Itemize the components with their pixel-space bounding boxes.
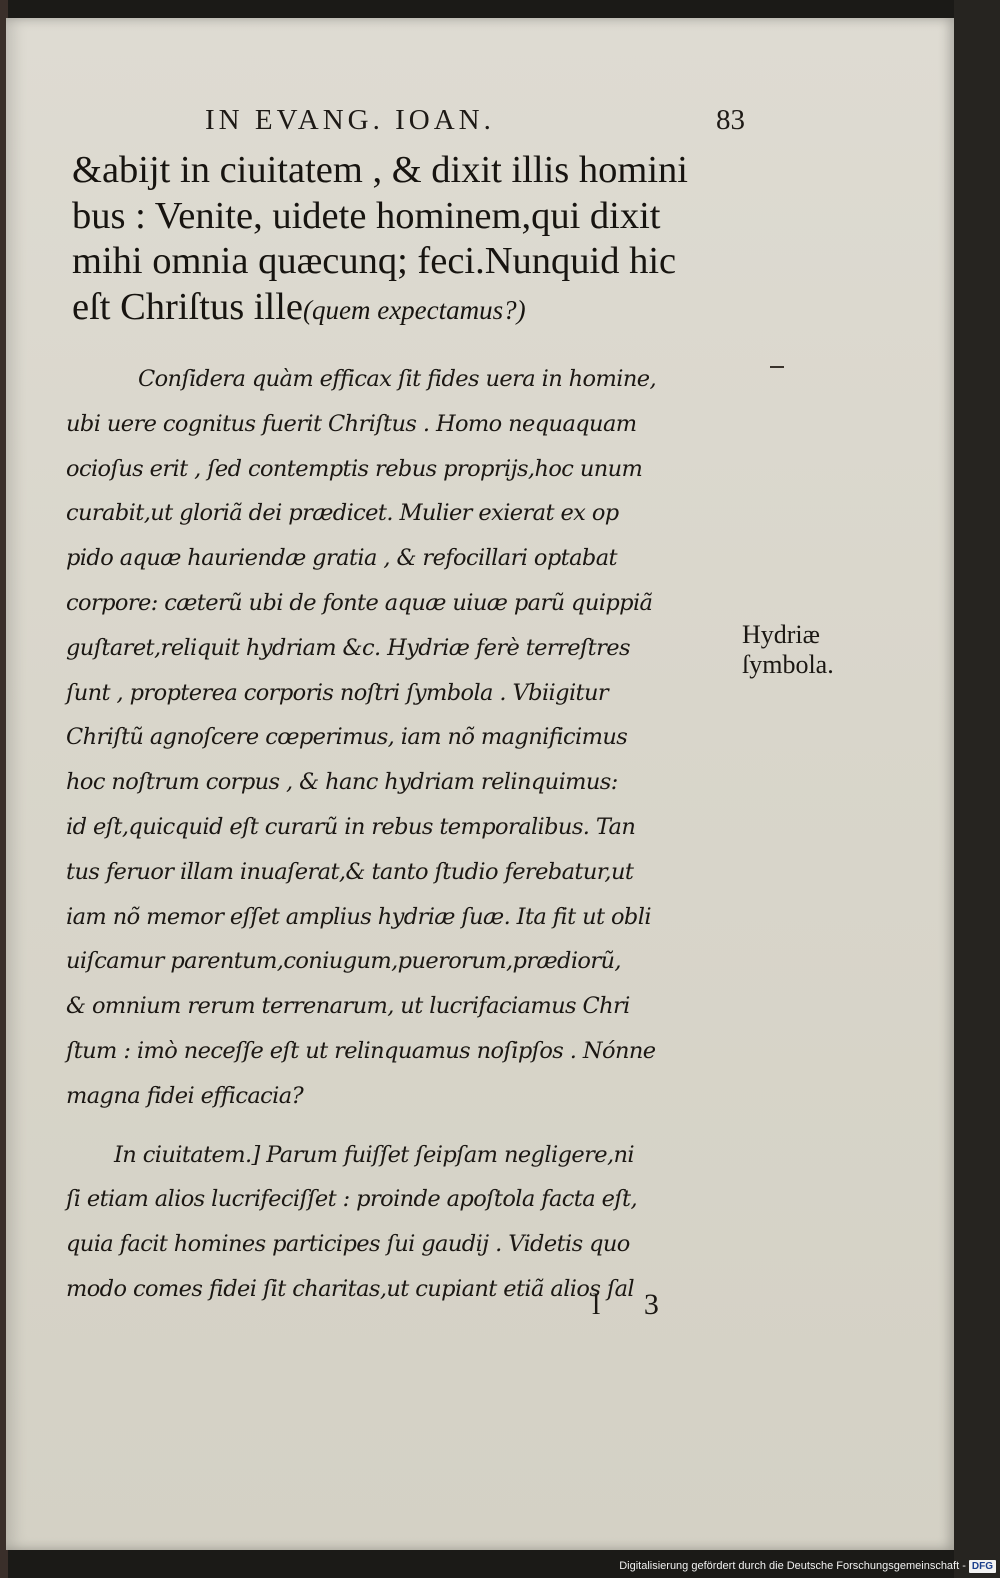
commentary-line: ſunt , propterea corporis noſtri ſymbola . Vbiigitur xyxy=(66,679,609,706)
signature-mark: l 3 xyxy=(592,1288,677,1321)
commentary-line: Conſidera quàm efficax ſit fides uera in homine, xyxy=(138,366,656,392)
commentary-line: & omnium rerum terrenarum, ut lucrifaciamus Chri xyxy=(66,993,630,1020)
marginal-dash xyxy=(770,366,784,368)
book-edge xyxy=(954,0,1000,1578)
commentary-line: ſi etiam alios lucrifeciſſet : proinde apoſtola facta eſt, xyxy=(66,1186,638,1213)
verse-line-last xyxy=(72,285,752,331)
digitization-credit xyxy=(619,1556,996,1576)
scripture-verse xyxy=(72,148,752,330)
verse-text: eſt Chriſtus ille xyxy=(72,285,303,328)
commentary-line: hoc noſtrum corpus , & hanc hydriam relinquimus: xyxy=(66,769,618,796)
commentary-text xyxy=(66,357,746,1312)
commentary-line: magna fidei efficacia? xyxy=(66,1082,304,1109)
commentary-line: modo comes fidei ſit charitas,ut cupiant etiã alios ſal xyxy=(66,1275,634,1302)
marginal-note xyxy=(742,620,882,680)
commentary-line: guſtaret,reliquit hydriam &c. Hydriæ ferè terreſtres xyxy=(66,634,630,661)
commentary-line: In ciuitatem.] Parum fuiſſet ſeipſam negligere,ni xyxy=(114,1141,635,1168)
verse-line: &abijt in ciuitatem , & dixit illis homini xyxy=(72,149,688,191)
verse-italic-insert: (quem expectamus?) xyxy=(302,294,526,325)
credit-text: Digitalisierung gefördert durch die Deutsche Forschungsgemeinschaft - xyxy=(619,1560,966,1572)
commentary-line: iam nõ memor eſſet amplius hydriæ ſuæ. Ita fit ut obli xyxy=(66,903,651,930)
commentary-line: pido aquæ hauriendæ gratia , & refocillari optabat xyxy=(66,545,617,572)
dfg-logo: DFG xyxy=(969,1560,996,1573)
commentary-line: curabit,ut gloriã dei prædicet. Mulier exierat ex op xyxy=(66,500,619,527)
folio-number: 83 xyxy=(716,104,745,136)
running-title: IN EVANG. IOAN. xyxy=(205,104,495,136)
verse-line: bus : Venite, uidete hominem,qui dixit xyxy=(72,194,661,237)
commentary-line: Chriſtũ agnoſcere cœperimus, iam nõ magnificimus xyxy=(66,724,628,751)
commentary-line: ocioſus erit , ſed contemptis rebus proprijs,hoc unum xyxy=(66,455,643,482)
marginal-note-line: Hydriæ xyxy=(742,620,820,649)
commentary-line: corpore: cæterũ ubi de fonte aquæ uiuæ parũ quippiã xyxy=(66,589,653,616)
commentary-line: quia facit homines participes ſui gaudij . Videtis quo xyxy=(66,1231,630,1258)
commentary-line: ſtum : imò neceſſe eſt ut relinquamus noſipſos . Nónne xyxy=(66,1037,656,1064)
commentary-line: id eſt,quicquid eſt curarũ in rebus temporalibus. Tan xyxy=(66,813,636,840)
verse-line: mihi omnia quæcunq; feci.Nunquid hic xyxy=(72,240,677,282)
page-header xyxy=(205,104,745,144)
commentary-line: uiſcamur parentum,coniugum,puerorum,prædiorũ, xyxy=(66,948,621,975)
marginal-note-line: ſymbola. xyxy=(742,650,834,679)
commentary-line: tus feruor illam inuaſerat,& tanto ſtudio ferebatur,ut xyxy=(66,858,634,885)
commentary-line: ubi uere cognitus fuerit Chriſtus . Homo nequaquam xyxy=(66,410,637,437)
